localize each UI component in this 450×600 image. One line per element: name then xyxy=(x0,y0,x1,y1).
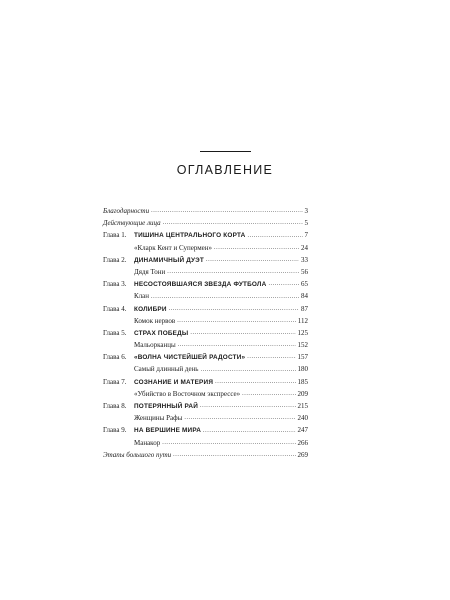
chapter-number: Глава 4. xyxy=(103,304,127,313)
chapter-number: Глава 8. xyxy=(103,402,127,410)
dot-leader xyxy=(206,254,299,266)
dot-leader xyxy=(151,205,302,217)
decorative-rule xyxy=(200,151,251,152)
toc-entry[interactable] xyxy=(103,449,308,461)
page-number: 266 xyxy=(297,438,308,447)
toc-sub-entry[interactable] xyxy=(103,437,308,449)
entry-title: Дядя Тони xyxy=(134,267,166,276)
chapter-number: Глава 5. xyxy=(103,328,127,337)
entry-title: Этапы большого пути xyxy=(103,450,172,459)
page-number: 3 xyxy=(304,207,308,215)
page-number: 152 xyxy=(297,341,308,350)
toc-chapter-entry[interactable] xyxy=(103,278,308,290)
toc-chapter-entry[interactable] xyxy=(103,254,308,266)
entry-title: НА ВЕРШИНЕ МИРА xyxy=(134,427,202,435)
toc-chapter-entry[interactable] xyxy=(103,351,308,363)
page-number: 157 xyxy=(297,353,308,362)
toc-entry[interactable] xyxy=(103,205,308,217)
page-number: 125 xyxy=(297,328,308,337)
dot-leader xyxy=(173,449,295,461)
toc-chapter-entry[interactable] xyxy=(103,327,308,339)
table-of-contents xyxy=(103,205,308,461)
toc-sub-entry[interactable] xyxy=(103,412,308,424)
page-number: 33 xyxy=(301,255,308,264)
toc-sub-entry[interactable] xyxy=(103,388,308,400)
toc-chapter-entry[interactable] xyxy=(103,229,308,241)
toc-heading: ОГЛАВЛЕНИЕ xyxy=(176,163,274,177)
entry-title: «Убийство в Восточном экспрессе» xyxy=(134,389,241,398)
entry-title: КОЛИБРИ xyxy=(134,305,167,313)
toc-chapter-entry[interactable] xyxy=(103,303,308,315)
page-number: 269 xyxy=(297,450,308,459)
entry-title: Женщины Рафы xyxy=(134,414,183,423)
entry-title: СТРАХ ПОБЕДЫ xyxy=(134,329,189,337)
entry-title: «ВОЛНА ЧИСТЕЙШЕЙ РАДОСТИ» xyxy=(134,354,246,362)
chapter-number: Глава 1. xyxy=(103,231,127,240)
toc-sub-entry[interactable] xyxy=(103,315,308,327)
chapter-number: Глава 3. xyxy=(103,280,127,289)
entry-title: ТИШИНА ЦЕНТРАЛЬНОГО КОРТА xyxy=(134,232,246,240)
page-number: 240 xyxy=(297,414,308,423)
dot-leader xyxy=(163,217,303,229)
entry-title: Самый длинный день xyxy=(134,365,199,374)
entry-title: Действующие лица xyxy=(103,219,161,228)
toc-sub-entry[interactable] xyxy=(103,339,308,351)
entry-title: ДИНАМИЧНЫЙ ДУЭТ xyxy=(134,256,204,264)
page-number: 65 xyxy=(301,280,308,289)
dot-leader xyxy=(214,242,299,254)
dot-leader xyxy=(184,412,295,424)
dot-leader xyxy=(247,229,302,241)
dot-leader xyxy=(190,327,295,339)
dot-leader xyxy=(167,266,299,278)
dot-leader xyxy=(162,437,295,449)
toc-chapter-entry[interactable] xyxy=(103,376,308,388)
dot-leader xyxy=(247,351,295,363)
toc-chapter-entry[interactable] xyxy=(103,424,308,436)
dot-leader xyxy=(268,278,299,290)
page-number: 247 xyxy=(297,426,308,435)
dot-leader xyxy=(169,303,299,315)
page-number: 7 xyxy=(304,231,308,240)
entry-title: НЕСОСТОЯВШАЯСЯ ЗВЕЗДА ФУТБОЛА xyxy=(134,281,267,289)
toc-chapter-entry[interactable] xyxy=(103,400,308,412)
chapter-number: Глава 7. xyxy=(103,377,127,386)
dot-leader xyxy=(151,290,299,302)
chapter-number: Глава 9. xyxy=(103,426,127,435)
entry-title: Клан xyxy=(134,292,150,301)
page-number: 112 xyxy=(297,316,308,325)
entry-title: Манакор xyxy=(134,438,161,447)
page-number: 84 xyxy=(301,292,308,301)
page-number: 24 xyxy=(301,243,308,252)
toc-sub-entry[interactable] xyxy=(103,242,308,254)
entry-title: СОЗНАНИЕ И МАТЕРИЯ xyxy=(134,378,214,386)
entry-title: Благодарности xyxy=(103,207,150,215)
toc-sub-entry[interactable] xyxy=(103,266,308,278)
dot-leader xyxy=(215,376,295,388)
toc-sub-entry[interactable] xyxy=(103,363,308,375)
entry-title: Комок нервов xyxy=(134,316,176,325)
toc-sub-entry[interactable] xyxy=(103,290,308,302)
page-number: 209 xyxy=(297,389,308,398)
entry-title: ПОТЕРЯННЫЙ РАЙ xyxy=(134,403,198,410)
page-number: 180 xyxy=(297,365,308,374)
page-number: 5 xyxy=(304,219,308,228)
page-number: 215 xyxy=(297,402,308,410)
page-number: 87 xyxy=(301,304,308,313)
dot-leader xyxy=(242,388,295,400)
dot-leader xyxy=(201,363,296,375)
dot-leader xyxy=(177,315,296,327)
dot-leader xyxy=(178,339,296,351)
dot-leader xyxy=(203,424,295,436)
dot-leader xyxy=(200,400,296,412)
entry-title: Мальорканцы xyxy=(134,341,176,350)
toc-entry[interactable] xyxy=(103,217,308,229)
page-number: 185 xyxy=(297,377,308,386)
chapter-number: Глава 2. xyxy=(103,255,127,264)
chapter-number: Глава 6. xyxy=(103,353,127,362)
entry-title: «Кларк Кент и Супермен» xyxy=(134,243,213,252)
page-number: 56 xyxy=(301,267,308,276)
